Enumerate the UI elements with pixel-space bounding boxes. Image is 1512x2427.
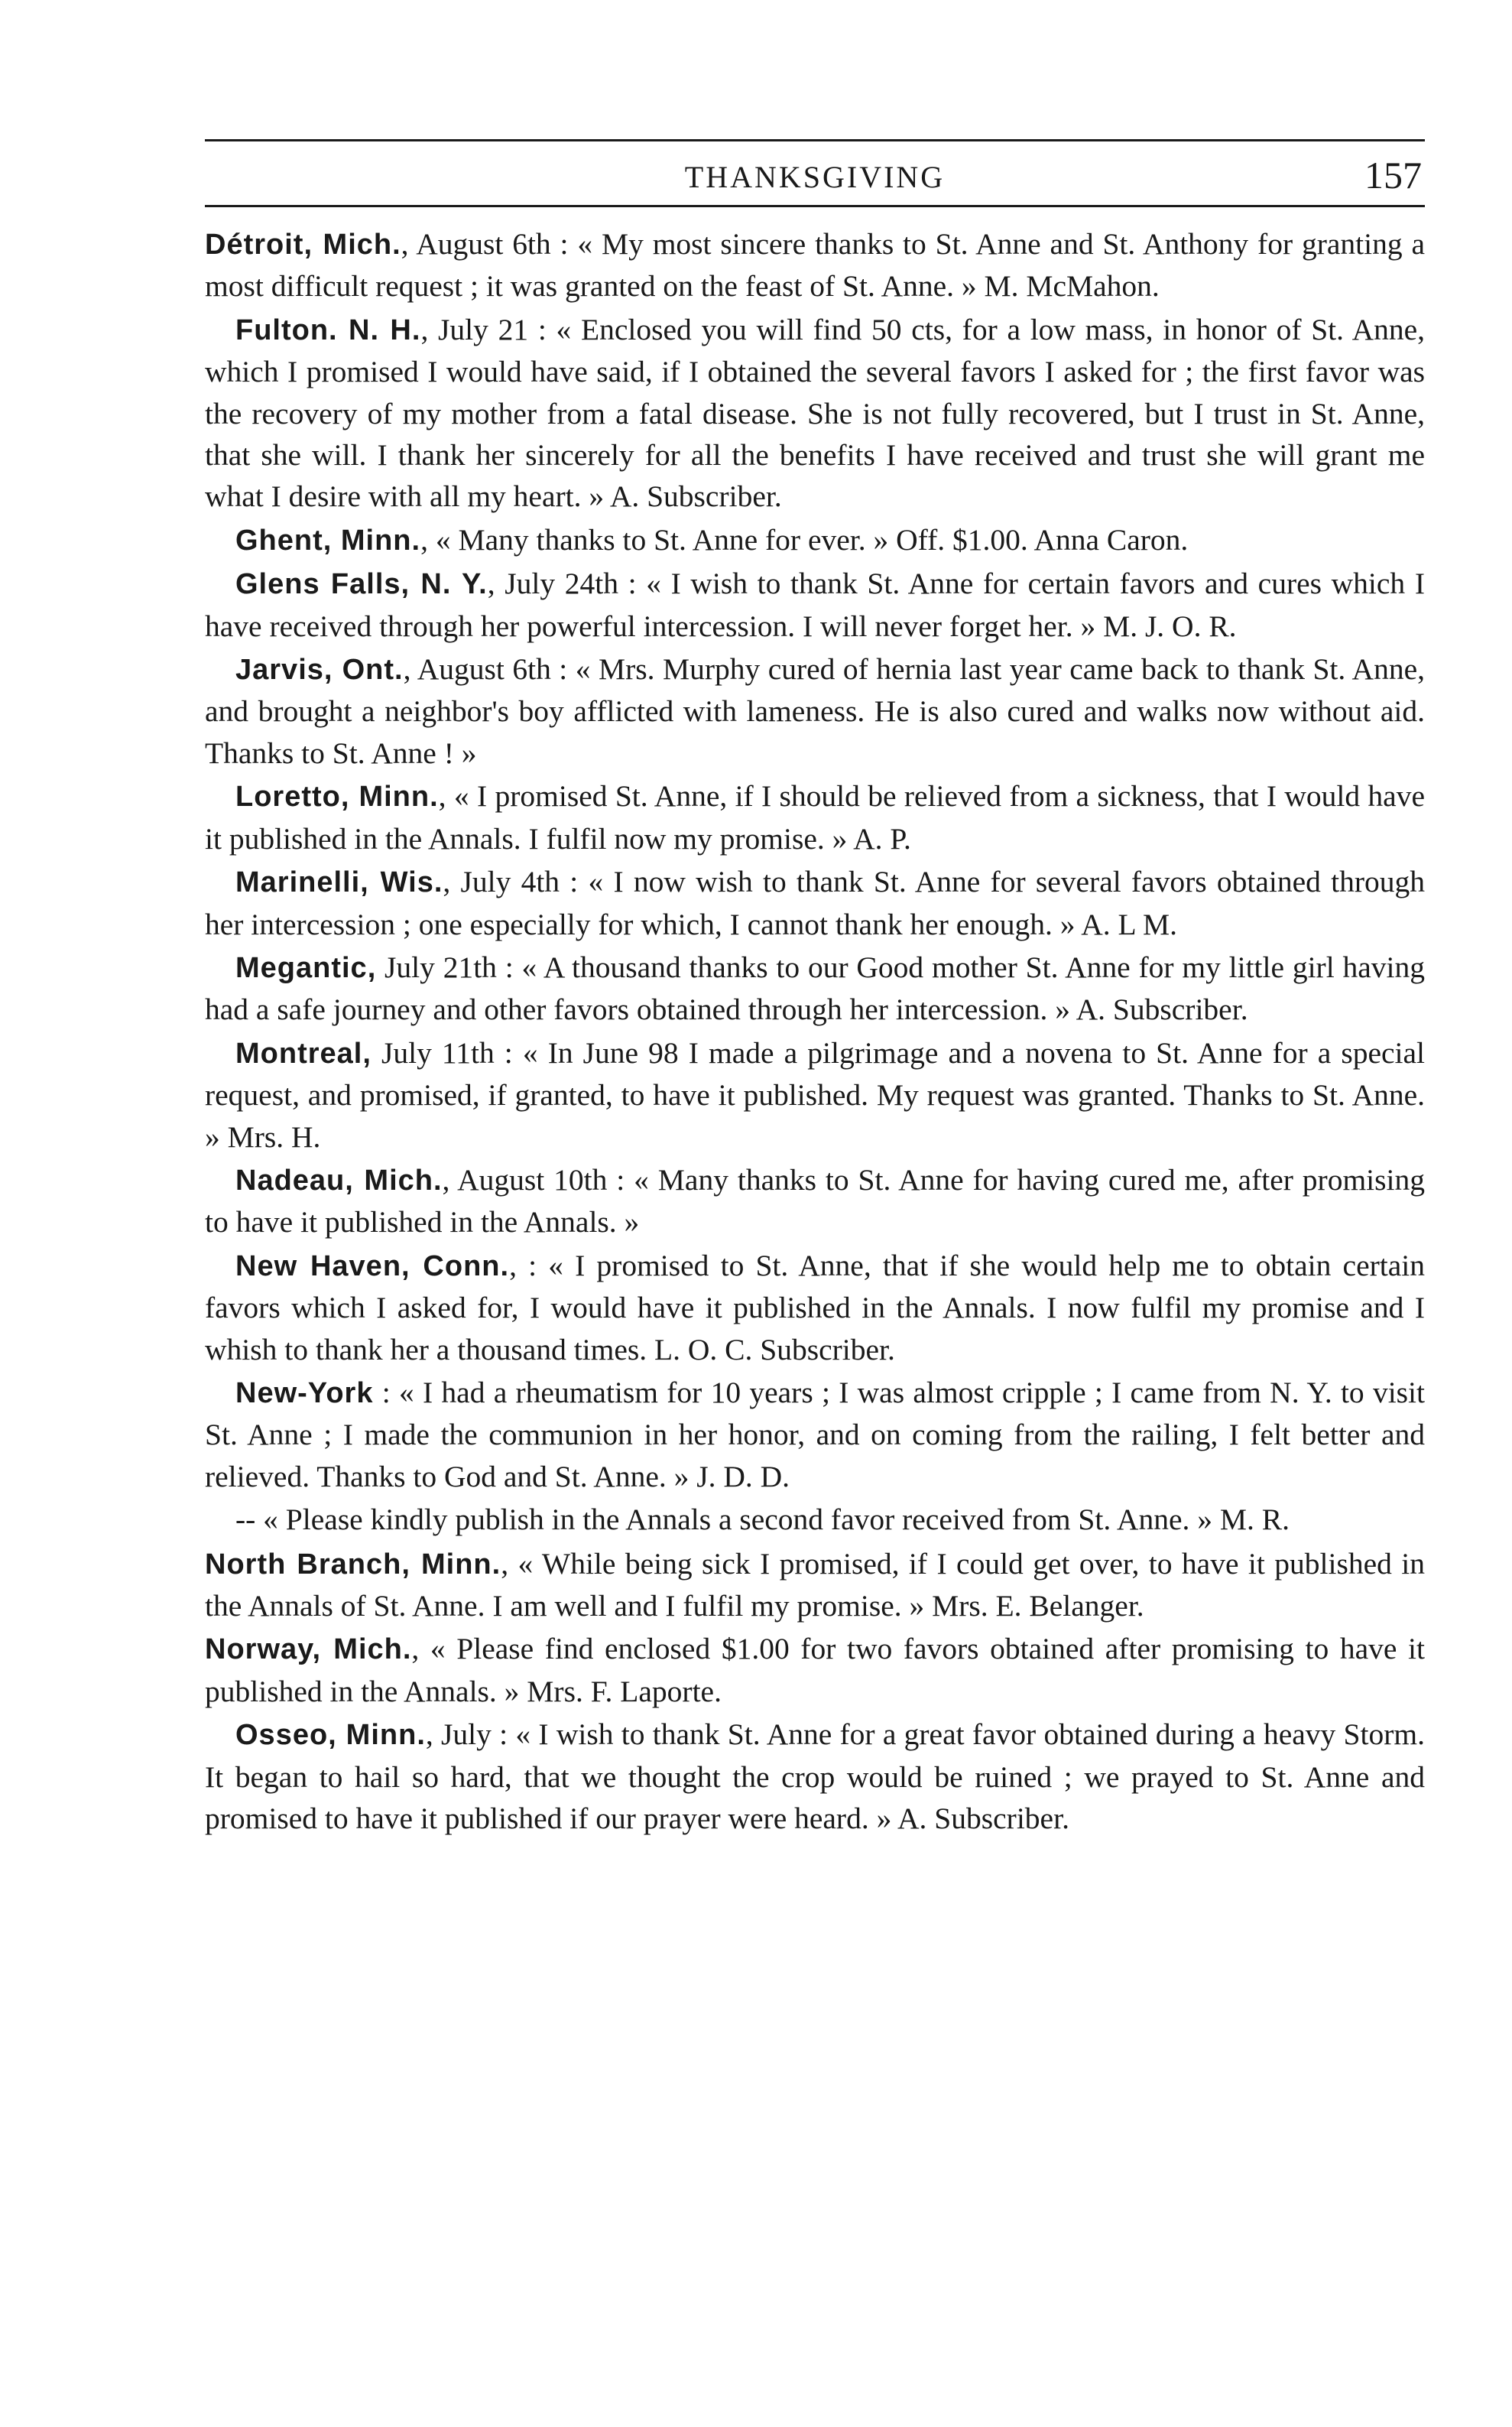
entry-montreal	[205, 1032, 1425, 1158]
running-head	[205, 153, 1425, 199]
entry-new-york-second	[205, 1499, 1425, 1541]
running-title: THANKSGIVING	[684, 160, 946, 194]
entry-place: Osseo, Minn.	[235, 1719, 426, 1752]
entry-megantic	[205, 947, 1425, 1031]
entry-place: Marinelli, Wis.	[235, 866, 443, 899]
entry-text: July 21th : « A thousand thanks to our Good mother St. Anne for my little girl having had a safe journey and other favors obtained through her intercession. » A. Subscriber.	[205, 950, 1425, 1027]
entry-nadeau	[205, 1159, 1425, 1243]
entry-place: New Haven, Conn.	[235, 1249, 510, 1282]
entry-text: : « I had a rheumatism for 10 years ; I was almost cripple ; I came from N. Y. to visit St. Anne ; I made the communion in her honor, and on coming from the railing, I felt better and relieved. Thanks to God and St. Anne. » J. D. D.	[205, 1375, 1425, 1493]
entry-fulton	[205, 309, 1425, 518]
entry-text: , « While being sick I promised, if I could get over, to have it published in the Annals of St. Anne. I am well and I fulfil my promise. » Mrs. E. Belanger.	[205, 1546, 1425, 1623]
header-top-rule	[205, 139, 1425, 141]
entry-text: , July 21 : « Enclosed you will find 50 cts, for a low mass, in honor of St. Anne, which I promised I would have said, if I obtained the several favors I asked for ; the first favor was the recovery of my mother from a fatal disease. She is not fully recovered, but I trust in St. Anne, that she will. I thank her sincerely for all the benefits I have received and trust she will grant me what I desire with all my heart. » A. Subscriber.	[205, 312, 1426, 514]
entry-north-branch	[205, 1543, 1425, 1627]
entry-text: , « I promised St. Anne, if I should be relieved from a sickness, that I would have it published in the Annals. I fulfil now my promise. » A. P.	[205, 779, 1425, 856]
entry-marinelli	[205, 861, 1425, 945]
entry-text: , August 6th : « Mrs. Murphy cured of hernia last year came back to thank St. Anne, and brought a neighbor's boy afflicted with lameness. He is also cured and walks now without aid. Thanks to St. Anne ! »	[205, 652, 1425, 770]
entry-text: , « Many thanks to St. Anne for ever. » Off. $1.00. Anna Caron.	[420, 522, 1189, 557]
entry-text: , July 24th : « I wish to thank St. Anne for certain favors and cures which I have received through her powerful intercession. I will never forget her. » M. J. O. R.	[205, 567, 1425, 643]
entry-glens-falls	[205, 563, 1425, 647]
entry-text: , July : « I wish to thank St. Anne for a great favor obtained during a heavy Storm. It began to hail so hard, that we thought the crop would be ruined ; we prayed to St. Anne and promised to have it published if our prayer were heard. » A. Subscriber.	[205, 1717, 1426, 1836]
entry-place: Loretto, Minn.	[235, 781, 439, 814]
entry-place: North Branch, Minn.	[205, 1548, 501, 1581]
entry-osseo	[205, 1714, 1425, 1839]
header-bottom-rule	[205, 205, 1425, 207]
entry-place: Glens Falls, N. Y.	[235, 568, 488, 601]
entry-new-york	[205, 1372, 1425, 1497]
entry-text: , July 4th : « I now wish to thank St. Anne for several favors obtained through her intercession ; one especially for which, I cannot thank her enough. » A. L M.	[205, 865, 1425, 941]
entry-norway	[205, 1628, 1425, 1712]
thanksgiving-entries	[205, 223, 1425, 1841]
entry-place: Norway, Mich.	[205, 1633, 412, 1666]
entry-text: , August 10th : « Many thanks to St. Anne for having cured me, after promising to have it published in the Annals. »	[205, 1162, 1425, 1239]
entry-loretto	[205, 775, 1425, 859]
entry-place: Megantic,	[235, 951, 377, 984]
entry-place: Montreal,	[235, 1037, 372, 1070]
entry-text: , « Please find enclosed $1.00 for two favors obtained after promising to have it published in the Annals. » Mrs. F. Laporte.	[205, 1632, 1425, 1708]
entry-place: Détroit, Mich.	[205, 229, 401, 261]
page-number: 157	[1364, 154, 1422, 197]
entry-text: , : « I promised to St. Anne, that if she would help me to obtain certain favors which I asked for, I would have it published in the Annals. I now fulfil my promise and I whish to thank her a thousand times. L. O. C. Subscriber.	[205, 1248, 1426, 1366]
entry-text: July 11th : « In June 98 I made a pilgrimage and a novena to St. Anne for a special request, and promised, if granted, to have it published. My request was granted. Thanks to St. Anne. » Mrs. H.	[205, 1035, 1425, 1154]
entry-place: Fulton. N. H.	[235, 314, 421, 346]
entry-new-haven	[205, 1245, 1425, 1370]
entry-place: New-York	[235, 1376, 374, 1409]
entry-place: Nadeau, Mich.	[235, 1164, 443, 1197]
entry-detroit	[205, 223, 1425, 307]
entry-jarvis	[205, 648, 1425, 774]
entry-text: -- « Please kindly publish in the Annals a second favor received from St. Anne. » M. R.	[235, 1503, 1290, 1537]
entry-place: Ghent, Minn.	[235, 524, 421, 557]
entry-text: , August 6th : « My most sincere thanks to St. Anne and St. Anthony for granting a most difficult request ; it was granted on the feast of St. Anne. » M. McMahon.	[205, 227, 1425, 304]
entry-place: Jarvis, Ont.	[235, 654, 404, 687]
entry-ghent	[205, 519, 1425, 561]
